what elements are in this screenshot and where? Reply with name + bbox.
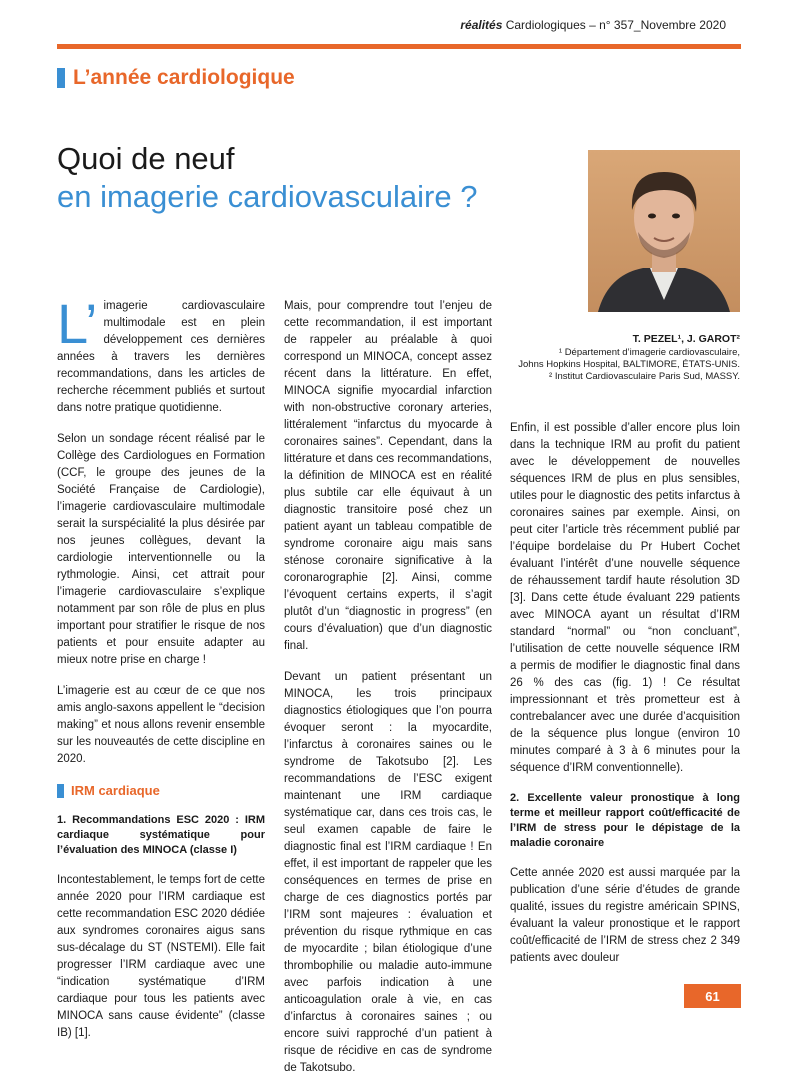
- paragraph: Devant un patient présentant un MINOCA, les trois principaux diagnostics étiologiques que l’on pourra évoquer seront : la myocardite, l’infarctus à coronaires saines ou le syndrome de Takotsubo [2]. Les recommandations de l’ESC exigent maintenant une IRM cardiaque systématique car, dans ces trois cas, le seul examen capable de faire le diagnostic final est l’IRM cardiaque ! En effet, il est important de rappeler que les conséquences en termes de prise en charge de ces diagnostics portés par l’IRM sont majeures : évaluation et prévention du risque rythmique en cas de myocardite ; bilan étiologique d’une thrombophilie ou maladie auto-immune avec parfois indication à une anticoagulation orale à vie, en cas d’infarctus à coronaires saines ; ou encore suivi rapproché d’un patient à risque de récidive en cas de syndrome de Takotsubo.: [284, 671, 492, 1074]
- subsection-title: IRM cardiaque: [71, 783, 160, 798]
- subsection-heading: [57, 782, 265, 799]
- section-heading: [57, 66, 295, 90]
- intro-text: imagerie cardiovasculaire multimodale est en plein développement ces dernières années à travers les dernières recommandations, dans les articles de recherche récemment publiés et surtout dans notre pratique quotidienne.: [57, 300, 265, 414]
- affiliation-1: ¹ Département d’imagerie cardiovasculaire,: [558, 347, 740, 358]
- author-block: [500, 333, 740, 383]
- column-2: [284, 298, 492, 1091]
- article-title: [57, 140, 477, 216]
- section-square-icon: [57, 68, 65, 88]
- paragraph: Cette année 2020 est aussi marquée par la publication d’une série d’études de grande qualité, issues du registre américain SPINS, évaluant la valeur pronostique et le rapport coût/efficacité de l’IRM de stress chez 2 349 patients avec douleur: [510, 867, 740, 964]
- paragraph: Incontestablement, le temps fort de cette année 2020 pour l’IRM cardiaque est cette recommandation ESC 2020 dédiée aux syndromes coronaires aigus sans sus-décalage du ST (NSTEMI). Elle fait progresser l’IRM cardiaque avec une “indication systématique d’IRM cardiaque pour tous les patients avec MINOCA sans cause évidente” (classe IB) [1].: [57, 874, 265, 1039]
- subheading: 2. Excellente valeur pronostique à long terme et meilleur rapport coût/efficacité de l’IRM de stress pour le dépistage de la maladie coronaire: [510, 792, 740, 849]
- journal-header: [460, 18, 726, 32]
- column-3: [510, 420, 740, 981]
- paragraph: Enfin, il est possible d’aller encore plus loin dans la technique IRM au profit du patient avec le développement de nouvelles séquences IRM de plus en plus sensibles, utiles pour le diagnostic des petits infarctus à coronaires saines par exemple. Ainsi, on peut citer l’article très récemment publié par l’équipe bordelaise du Pr Hubert Cochet évaluant l’intérêt d’une nouvelle séquence de réhaussement tardif haute résolution 3D [3]. Dans cette étude évaluant 229 patients avec MINOCA ayant un résultat d’IRM standard “normal” ou “non concluant”, l’utilisation de cette nouvelle séquence IRM a permis de modifier le diagnostic final dans 26 % des cas (fig. 1) ! Ce résultat impressionnant et très prometteur est à contrebalancer avec une durée d’acquisition de la séquence plus longue (environ 10 minutes comparé à 3 à 6 minutes pour la séquence d’IRM conventionnelle).: [510, 422, 740, 774]
- title-line-2: en imagerie cardiovasculaire ?: [57, 179, 478, 214]
- drop-cap: L’: [57, 292, 98, 355]
- journal-brand: réalités: [460, 18, 503, 32]
- author-portrait-icon: [588, 150, 740, 312]
- page-number: 61: [684, 984, 741, 1008]
- paragraph: Selon un sondage récent réalisé par le Collège des Cardiologues en Formation (CCF, le groupe des jeunes de la Société Française de Cardiologie), l’imagerie cardiovasculaire multimodale serait la surspécialité la plus désirée par nos jeunes collègues, devant la cardiologie interventionnelle ou la rythmologie. Ainsi, cet attrait pour l’imagerie cardiovasculaire s’explique notamment par son rôle de plus en plus important pour stratifier le risque de nos patients et pour ensuite adapter au mieux notre prise en charge !: [57, 433, 265, 666]
- author-names: T. PEZEL¹, J. GAROT²: [632, 333, 740, 345]
- title-line-1: Quoi de neuf: [57, 141, 235, 176]
- section-title: L’année cardiologique: [73, 66, 295, 89]
- affiliation-1b: Johns Hopkins Hospital, BALTIMORE, ÉTATS-UNIS.: [518, 359, 740, 370]
- affiliation-2: ² Institut Cardiovasculaire Paris Sud, MASSY.: [549, 371, 740, 382]
- column-1: [57, 292, 265, 1056]
- paragraph: L’imagerie est au cœur de ce que nos amis anglo-saxons appellent le “decision making” et nous allons revenir ensemble sur les nouveautés de cette discipline en 2020.: [57, 685, 265, 765]
- paragraph: Mais, pour comprendre tout l’enjeu de cette recommandation, il est important de rappeler au préalable à quoi correspond un MINOCA, concept assez récent dans la littérature. En effet, MINOCA signifie myocardial infarction with non-obstructive coronary arteries, littéralement “infarctus du myocarde à coronaires saines”. Cependant, dans la littérature et dans ces recommandations, la définition de MINOCA est en réalité plus subtile car elle équivaut à un diagnostic transitoire posé chez un patient ayant un tableau compatible de syndrome coronaire aigu mais sans sténose coronaire significative à la coronarographie [2]. Ainsi, comme l’évoquent certains experts, il s’agit plutôt d’un “diagnostic in progress” (en cours d’évaluation) que d’un diagnostic final.: [284, 300, 492, 652]
- intro-paragraph: [57, 292, 265, 417]
- author-photo: [588, 150, 740, 312]
- subheading: 1. Recommandations ESC 2020 : IRM cardiaque systématique pour l’évaluation des MINOCA (classe I): [57, 814, 265, 856]
- journal-issue: Cardiologiques – n° 357_Novembre 2020: [502, 18, 726, 32]
- subsection-square-icon: [57, 784, 64, 798]
- header-rule: [57, 44, 741, 49]
